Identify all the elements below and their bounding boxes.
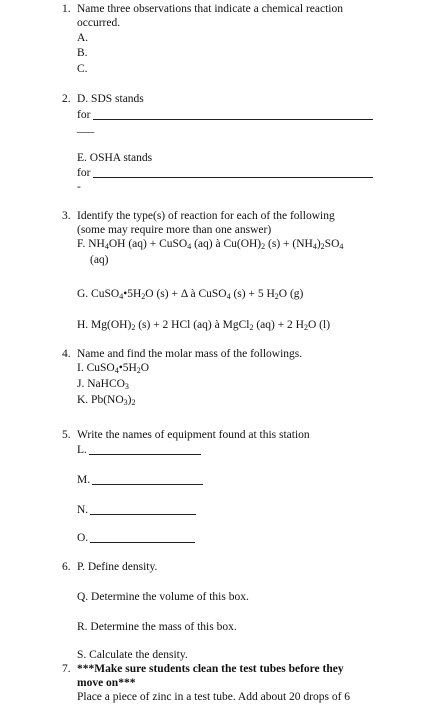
- q7-instruction-line2: move on***: [77, 677, 136, 689]
- q6-number: 6.: [62, 561, 71, 573]
- q1-number: 1.: [62, 3, 71, 15]
- q5-number: 5.: [62, 429, 71, 441]
- q3-text-line2: (some may require more than one answer): [77, 224, 272, 236]
- q6-r-text: R. Determine the mass of this box.: [77, 621, 237, 633]
- q4-compound-j: J. NaHCO$_3$: [77, 378, 129, 391]
- q1-text-line1: Name three observations that indicate a chemical reaction: [77, 3, 343, 15]
- q4-number: 4.: [62, 348, 71, 360]
- q5-o-label: O.: [77, 532, 89, 544]
- q7-number: 7.: [62, 663, 71, 675]
- q1-answer-c-label: C.: [77, 63, 88, 75]
- q5-n-answer-line[interactable]: [90, 514, 196, 515]
- q2-e-dash: -: [77, 181, 81, 193]
- q3-text-line1: Identify the type(s) of reaction for each of the following: [77, 210, 335, 222]
- q7-instruction-line1: ***Make sure students clean the test tubes before they: [77, 663, 344, 675]
- q1-answer-a-label: A.: [77, 32, 89, 44]
- q3-reaction-g: G. $CuSO_4•5H_2O$ (s) + Δ à CuSO$_4$ (s) + 5 $H_2O$ (g): [77, 288, 304, 301]
- q4-text: Name and find the molar mass of the followings.: [77, 348, 303, 360]
- q5-l-label: L.: [77, 444, 87, 456]
- q4-compound-i: I. $CuSO_4•5H_2O$: [77, 362, 150, 375]
- q6-q-text: Q. Determine the volume of this box.: [77, 591, 249, 603]
- q5-o-answer-line[interactable]: [90, 542, 195, 543]
- q3-reaction-h: H. $Mg(OH)_2$ (s) + 2 HCl (aq) à MgCl$_2$ (aq) + 2 $H_2O$ (l): [77, 319, 331, 332]
- q3-number: 3.: [62, 210, 71, 222]
- q2-e-for: for: [77, 167, 91, 179]
- q4-compound-k: K. $Pb(NO_3)_2$: [77, 394, 136, 407]
- q1-text-line2: occurred.: [77, 17, 121, 29]
- q7-text-line3: Place a piece of zinc in a test tube. Add about 20 drops of 6: [77, 691, 351, 703]
- q2-d-for: for: [77, 109, 91, 121]
- q2-d-dash: ___: [77, 122, 95, 134]
- q6-s-text: S. Calculate the density.: [77, 649, 188, 661]
- q3-reaction-f: F. $NH_4OH$ (aq) + CuSO$_4$ (aq) à $Cu(OH)_2$ $(s) + (NH_4)_2SO_4$: [77, 238, 344, 251]
- q5-n-label: N.: [77, 504, 89, 516]
- q5-m-answer-line[interactable]: [92, 484, 203, 485]
- q6-p-text: P. Define density.: [77, 561, 158, 573]
- q3-reaction-f-state: (aq): [90, 254, 109, 266]
- q2-d-text: D. SDS stands: [77, 93, 144, 105]
- q5-l-answer-line[interactable]: [89, 454, 201, 455]
- q2-e-answer-line[interactable]: [93, 177, 373, 178]
- q2-e-text: E. OSHA stands: [77, 152, 153, 164]
- q5-m-label: M.: [77, 474, 91, 486]
- q1-answer-b-label: B.: [77, 47, 88, 59]
- q5-text: Write the names of equipment found at this station: [77, 429, 310, 441]
- q2-d-answer-line[interactable]: [93, 119, 373, 120]
- q2-number: 2.: [62, 93, 71, 105]
